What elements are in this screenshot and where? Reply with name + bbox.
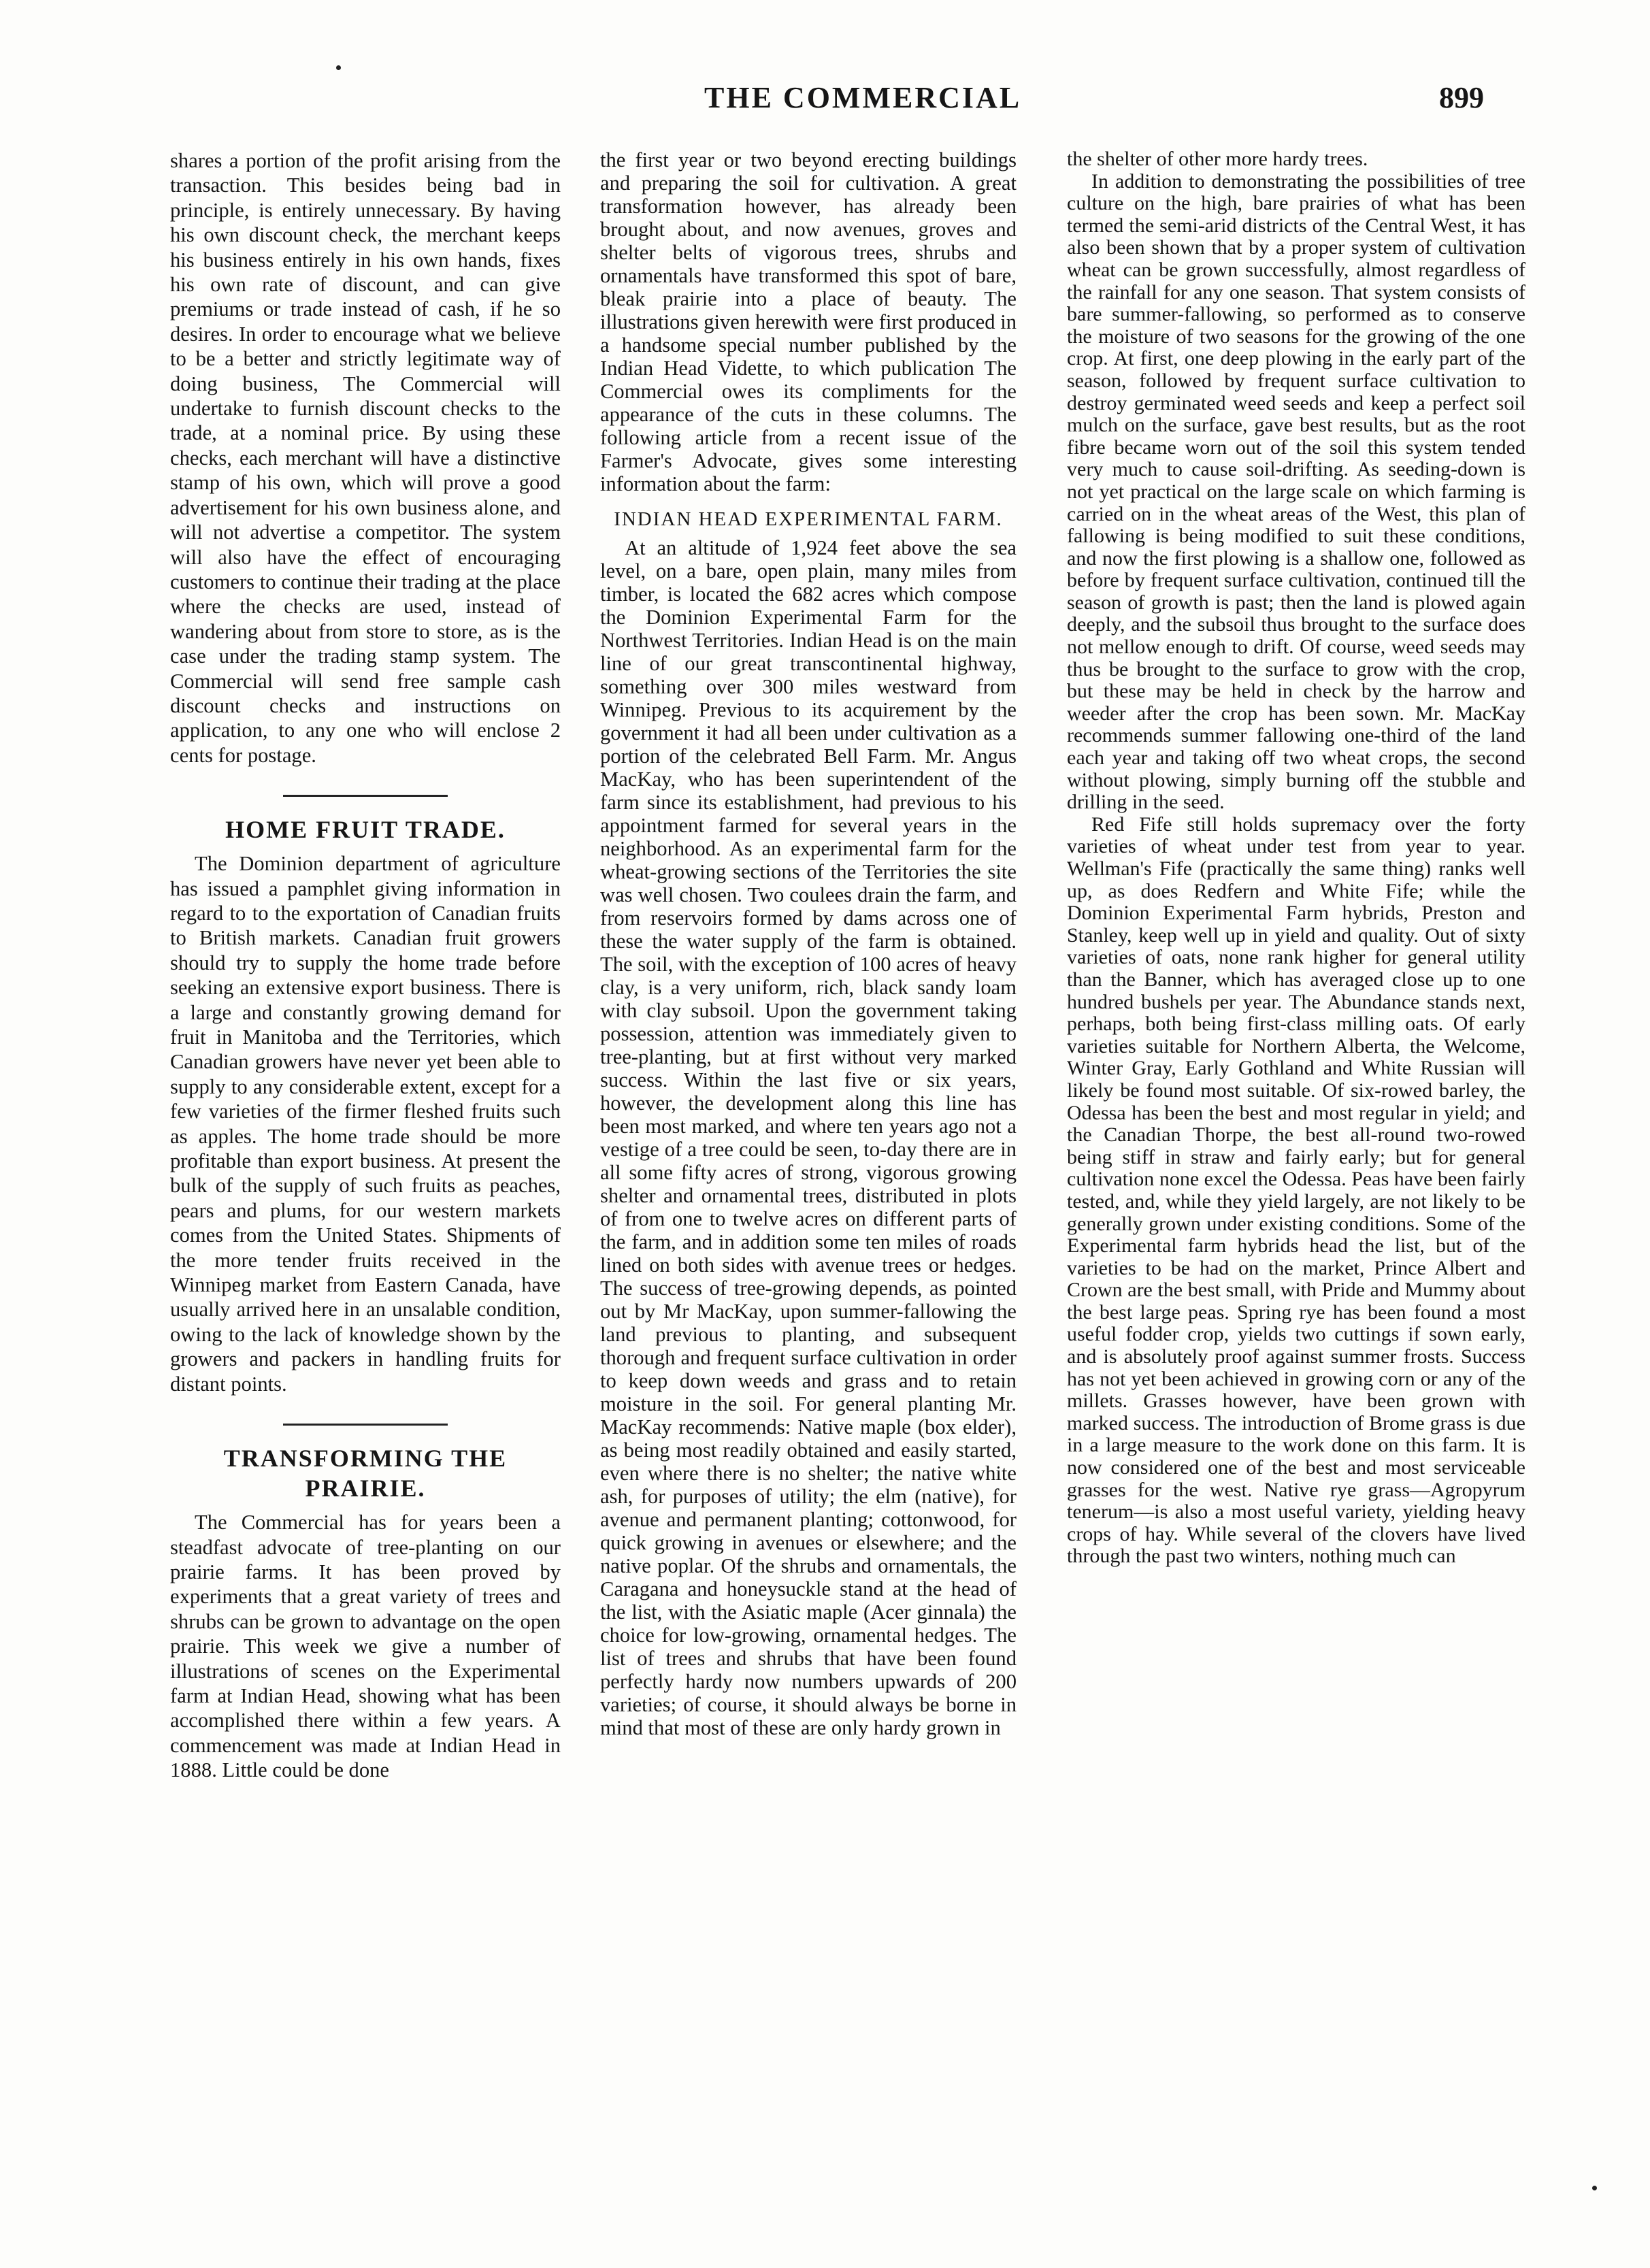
page-header	[0, 80, 1650, 135]
transforming-prairie-paragraph: The Commercial has for years been a steadfast advocate of tree-planting on our prairie farms. It has been proved by experiments that a great variety of trees and shrubs can be grown to advantage on the open prairie. This week we give a number of illustrations of scenes on the Experimental farm at Indian Head, showing what has been accomplished there within a few years. A commencement was made at Indian Head in 1888. Little could be done	[170, 1511, 561, 1782]
crop-varieties-paragraph: Red Fife still holds supremacy over the forty varieties of wheat under test from year to year. Wellman's Fife (practically the same thing) ranks well up, as does Redfern and White Fife; while the Dominion Experimental Farm hybrids, Preston and Stanley, keep well up in yield and quality. Out of sixty varieties of oats, none rank higher for general utility than the Banner, which has averaged close up to one hundred bushels per year. The Abundance stands next, perhaps, both being first-class milling oats. Of early varieties suitable for Northern Alberta, the Welcome, Winter Gray, Early Gothland and White Russian will likely be found most suitable. Of six-rowed barley, the Odessa has been the best and most regular in yield; and the Canadian Thorpe, the best all-round two-rowed being stiff in straw and fairly early; but for general cultivation none excel the Odessa. Peas have been fairly tested, and, while they yield largely, are not likely to be generally grown under existing conditions. Some of the Experimental farm hybrids head the list, but of the varieties to be had on the market, Prince Albert and Crown are the best small, with Pride and Mummy about the best large peas. Spring rye has been found a most useful fodder crop, yields two cuttings if sown early, and is absolutely proof against summer frosts. Success has not yet been achieved in growing corn or any of the millets. Grasses however, have been grown with marked success. The introduction of Brome grass is due in a large measure to the work done on this farm. It is now considered one of the best and most serviceable grasses for the west. Native rye grass—Agropyrum tenerum—is also a most useful variety, yielding heavy crops of hay. While several of the clovers have lived through the past two winters, nothing much can	[1067, 812, 1525, 1568]
home-fruit-trade-paragraph: The Dominion department of agriculture has issued a pamphlet giving information in regard to to the exportation of Canadian fruits to British markets. Canadian fruit growers should try to supply the home trade before seeking an extensive export business. There is a large and constantly growing demand for fruit in Manitoba and the Territories, which Canadian growers have never yet been able to supply to any considerable extent, except for a few varieties of the firmer fleshed fruits such as apples. The home trade should be more profitable than export business. At present the bulk of the supply of such fruits as peaches, pears and plums, for our western markets comes from the United States. Shipments of the more tender fruits received in the Winnipeg market from Eastern Canada, have usually arrived here in an unsalable condition, owing to the lack of knowledge shown by the growers and packers in handling fruits for distant points.	[170, 852, 561, 1396]
page-number: 899	[1439, 81, 1484, 114]
heading-home-fruit-trade: HOME FRUIT TRADE.	[225, 816, 506, 844]
column-2	[600, 148, 1017, 2169]
experimental-farm-paragraph: At an altitude of 1,924 feet above the sea level, on a bare, open plain, many miles from timber, is located the 682 acres which compose the Dominion Experimental Farm for the Northwest Territories. Indian Head is on the main line of our great transcontinental highway, something over 300 miles westward from Winnipeg. Previous to its acquirement by the government it had all been under cultivation as a portion of the celebrated Bell Farm. Mr. Angus MacKay, who has been superintendent of the farm since its establishment, had previous to his appointment farmed for several years in the neighborhood. As an experimental farm for the wheat-growing sections of the Territories the site was well chosen. Two coulees drain the farm, and from reservoirs formed by dams across one of these the water supply of the farm is obtained. The soil, with the exception of 100 acres of heavy clay, is a very uniform, rich, black sandy loam with clay subsoil. Upon the government taking possession, attention was immediately given to tree-planting, but at first without very marked success. Within the last five or six years, however, the development along this line has been most marked, and where ten years ago not a vestige of a tree could be seen, to-day there are in all some fifty acres of strong, vigorous growing shelter and ornamental trees, distributed in plots of from one to twelve acres on different parts of the farm, and in addition some ten miles of roads lined on both sides with avenue trees or hedges. The success of tree-growing depends, as pointed out by Mr MacKay, upon summer-fallowing the land previous to planting, and subsequent thorough and frequent surface cultivation in order to keep down weeds and grass and to retain moisture in the soil. For general planting Mr. MacKay recommends: Native maple (box elder), as being most readily obtained and easily started, even where there is no shelter; the native white ash, for purposes of utility; the elm (native), for avenue and permanent planting; cottonwood, for quick growing in avenues or elsewhere; and the native poplar. Of the shrubs and ornamentals, the Caragana and honeysuckle stand at the head of the list, with the Asiatic maple (Acer ginnala) the choice for low-growing, ornamental hedges. The list of trees and shrubs that have been found perfectly hardy now numbers upwards of 200 varieties; of course, it should always be borne in mind that most of these are only hardy grown in	[600, 536, 1017, 1739]
ink-speck-top	[336, 65, 341, 70]
experimental-farm-continued: the shelter of other more hardy trees.	[1067, 148, 1368, 170]
subheading-indian-head-experimental-farm: INDIAN HEAD EXPERIMENTAL FARM.	[614, 508, 1003, 530]
column-1	[170, 148, 561, 2169]
section-divider	[283, 1424, 447, 1426]
section-divider	[283, 795, 447, 797]
ink-speck-bottom	[1592, 2186, 1597, 2190]
transforming-prairie-continued: the first year or two beyond erecting buildings and preparing the soil for cultivation. A great transformation however, has already been brought about, and now avenues, groves and shelter belts of vigorous trees, shrubs and ornamentals have transformed this spot of bare, bleak prairie into a place of beauty. The illustrations given herewith were first produced in a handsome special number published by the Indian Head Vidette, to which publication The Commercial owes its compliments for the appearance of the cuts in these columns. The following article from a recent issue of the Farmer's Advocate, gives some interesting information about the farm:	[600, 148, 1017, 495]
summer-fallowing-paragraph: In addition to demonstrating the possibilities of tree culture on the high, bare prairies of what has been termed the semi-arid districts of the Central West, it has also been shown that by a proper system of cultivation wheat can be grown successfully, almost regardless of the rainfall for any one season. That system consists of bare summer-fallowing, so performed as to conserve the moisture of two seasons for the growing of the one crop. At first, one deep plowing in the early part of the season, followed by frequent surface cultivation to destroy germinated weed seeds and keep a perfect soil mulch on the surface, gave best results, but as the root fibre became worn out of the soil this system tended very much to cause soil-drifting. As seeding-down is not yet practical on the large scale on which farming is carried on in the wheat areas of the West, this plan of fallowing is being modified to suit these conditions, and now the first plowing is a shallow one, followed as before by frequent surface cultivation, continued till the season of growth is past; then the land is plowed again deeply, and the subsoil thus brought to the surface does not mellow enough to drift. Of course, weed seeds may thus be brought to the surface to grow with the crop, but these may be held in check by the harrow and weeder after the crop has been sown. Mr. MacKay recommends summer fallowing one-third of the land each year and taking off two wheat crops, the second without plowing, simply burning off the stubble and drilling in the seed.	[1067, 169, 1525, 814]
discount-checks-paragraph: shares a portion of the profit arising from the transaction. This besides being bad in principle, is entirely unnecessary. By having his own discount check, the merchant keeps his business entirely in his own hands, fixes his own rate of discount, and can give premiums or trade instead of cash, if he so desires. In order to encourage what we believe to be a better and strictly legitimate way of doing business, The Commercial will undertake to furnish discount checks to the trade, at a nominal price. By using these checks, each merchant will have a distinctive stamp of his own, which will prove a good advertisement for his own business alone, and will not advertise a competitor. The system will also have the effect of encouraging customers to continue their trading at the place where the checks are used, instead of wandering about from store to store, as is the case under the trading stamp system. The Commercial will send free sample cash discount checks and instructions on application, to any one who will enclose 2 cents for postage.	[170, 149, 561, 767]
column-3	[1067, 148, 1525, 2169]
heading-transforming-the-prairie: TRANSFORMING THE PRAIRIE.	[223, 1445, 508, 1502]
running-head: THE COMMERCIAL	[704, 81, 1022, 114]
